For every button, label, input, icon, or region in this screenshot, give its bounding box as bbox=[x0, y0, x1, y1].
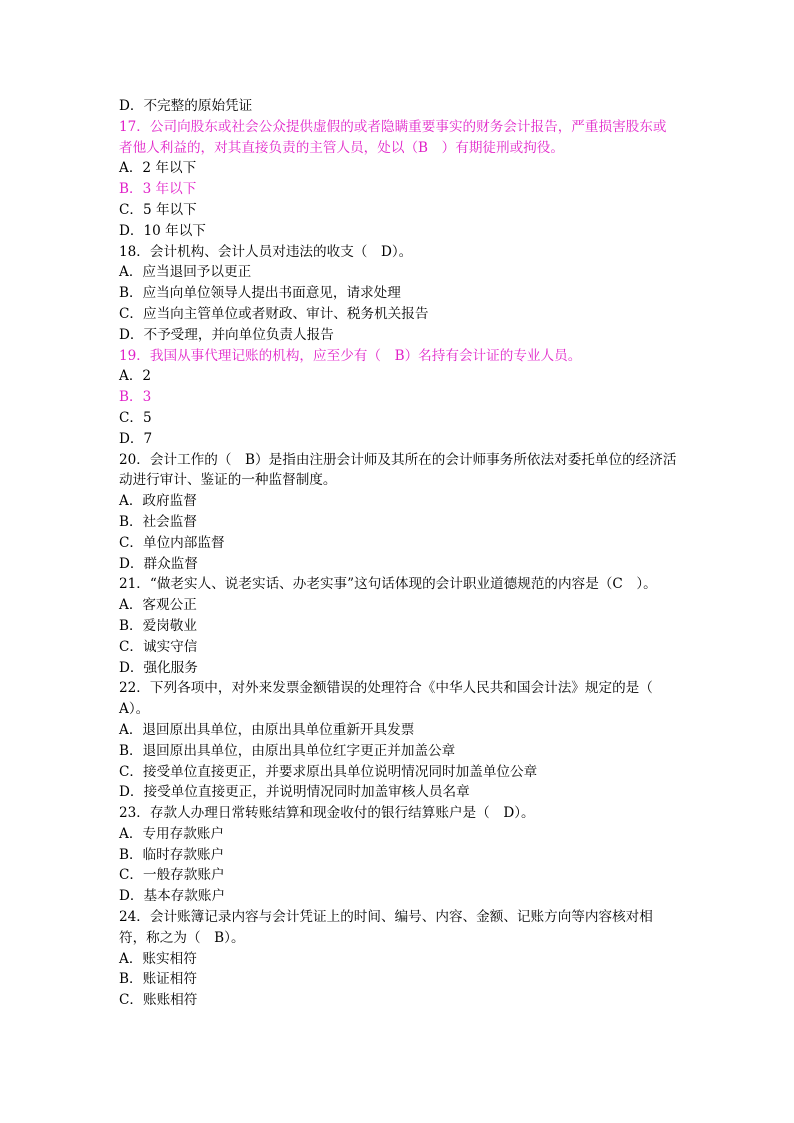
option-line: A．专用存款账户 bbox=[119, 825, 224, 842]
option-line: B．账证相符 bbox=[119, 971, 197, 988]
question-18: 18．会计机构、会计人员对违法的收支（ D）。 bbox=[119, 243, 413, 260]
question-21: 21．“做老实人、说老实话、办老实事”这句话体现的会计职业道德规范的内容是（C ）。 bbox=[119, 576, 657, 593]
option-line: D．不予受理，并向单位负责人报告 bbox=[119, 326, 334, 343]
option-line: A．客观公正 bbox=[119, 597, 197, 614]
option-line: D．强化服务 bbox=[119, 659, 198, 676]
option-line: D．不完整的原始凭证 bbox=[119, 98, 253, 114]
option-line: D．10 年以下 bbox=[119, 222, 206, 239]
option-line: A．账实相符 bbox=[119, 950, 197, 967]
option-line: D．基本存款账户 bbox=[119, 888, 226, 905]
option-line: C．应当向主管单位或者财政、审计、税务机关报告 bbox=[119, 305, 429, 322]
option-line-highlighted: B．3 bbox=[119, 389, 152, 406]
question-22: 22．下列各项中，对外来发票金额错误的处理符合《中华人民共和国会计法》规定的是（ A）。 bbox=[119, 680, 667, 718]
question-24: 24．会计账簿记录内容与会计凭证上的时间、编号、内容、金额、记账方向等内容核对相符，称之为（ B）。 bbox=[119, 909, 653, 946]
option-line: C．接受单位直接更正，并要求原出具单位说明情况同时加盖单位公章 bbox=[119, 763, 538, 780]
option-line: C．诚实守信 bbox=[119, 638, 198, 655]
question-23: 23．存款人办理日常转账结算和现金收付的银行结算账户是（ D）。 bbox=[119, 805, 535, 822]
option-line: C．单位内部监督 bbox=[119, 534, 225, 551]
option-line: A．2 年以下 bbox=[119, 160, 197, 177]
question-19: 19．我国从事代理记账的机构，应至少有（ B）名持有会计证的专业人员。 bbox=[119, 347, 582, 364]
document-page bbox=[119, 96, 679, 1011]
question-17: 17．公司向股东或社会公众提供虚假的或者隐瞒重要事实的财务会计报告，严重损害股东或者他人利益的，对其直接负责的主管人员，处以（B ）有期徒刑或拘役。 bbox=[119, 118, 667, 156]
option-line: B．退回原出具单位，由原出具单位红字更正并加盖公章 bbox=[119, 742, 456, 759]
option-line: A．退回原出具单位，由原出具单位重新开具发票 bbox=[119, 721, 415, 738]
option-line: A．应当退回予以更正 bbox=[119, 264, 252, 281]
option-line: C．账账相符 bbox=[119, 992, 198, 1009]
option-line: B．应当向单位领导人提出书面意见，请求处理 bbox=[119, 285, 401, 302]
question-20: 20．会计工作的（ B）是指由注册会计师及其所在的会计师事务所依法对委托单位的经济活动进行审计、鉴证的一种监督制度。 bbox=[119, 451, 677, 489]
option-line: C．5 bbox=[119, 409, 152, 426]
option-line: B．社会监督 bbox=[119, 513, 197, 530]
option-line: C．5 年以下 bbox=[119, 201, 197, 218]
option-line: D．群众监督 bbox=[119, 555, 198, 572]
option-line: B．爱岗敬业 bbox=[119, 617, 197, 634]
option-line: A．政府监督 bbox=[119, 493, 197, 510]
option-line-highlighted: B．3 年以下 bbox=[119, 181, 197, 198]
option-line: D．7 bbox=[119, 430, 153, 447]
option-line: C．一般存款账户 bbox=[119, 867, 225, 884]
option-line: D．接受单位直接更正，并说明情况同时加盖审核人员名章 bbox=[119, 784, 470, 801]
option-line: B．临时存款账户 bbox=[119, 846, 225, 863]
option-line: A．2 bbox=[119, 368, 152, 385]
